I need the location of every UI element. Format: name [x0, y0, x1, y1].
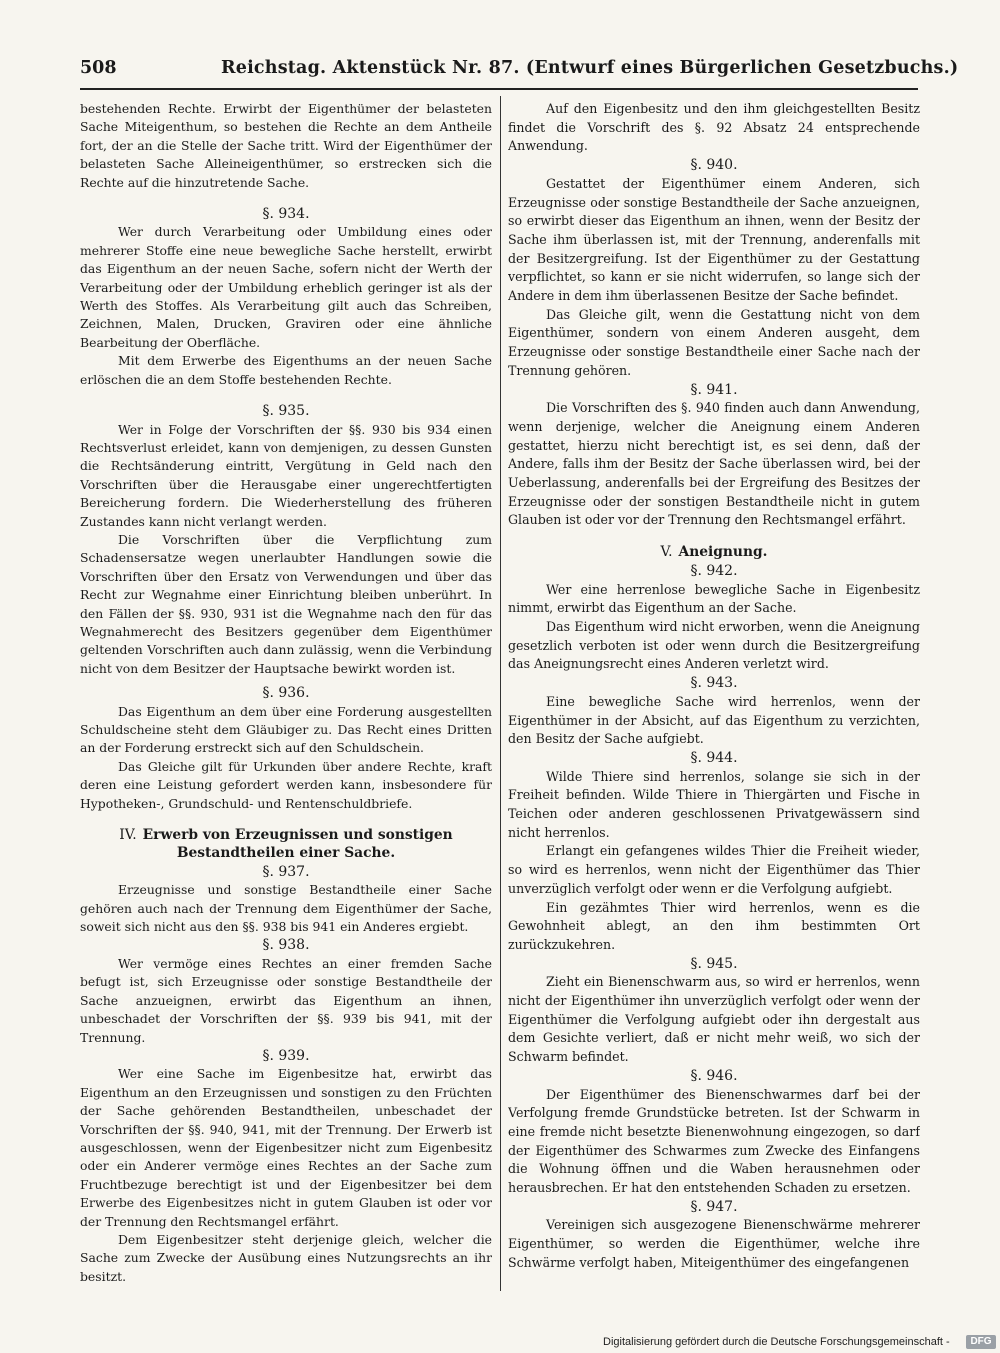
digitization-note: Digitalisierung gefördert durch die Deutsche Forschungsgemeinschaft -	[603, 1336, 950, 1348]
paragraph: Dem Eigenbesitzer steht derjenige gleich, welcher die Sache zum Zwecke der Ausübung eines Nutzungsrechts an ihr besitzt.	[80, 1231, 492, 1284]
paragraph: Das Eigenthum wird nicht erworben, wenn die Aneignung gesetzlich verboten ist oder wenn durch die Besitzergreifung das Aneignungsrecht eines Anderen verletzt wird.	[508, 618, 920, 672]
heading-text: Aneignung.	[678, 544, 768, 561]
paragraph: Ein gezähmtes Thier wird herrenlos, wenn es die Gewohnheit ablegt, an den ihm bestimmten Ort zurückzukehren.	[508, 899, 920, 952]
section-number: §. 934.	[262, 206, 310, 223]
paragraph: Zieht ein Bienenschwarm aus, so wird er herrenlos, wenn nicht der Eigenthümer ihn unverzüglich verfolgt oder wenn der Eigenthümer die Verfolgung aufgiebt oder ihn dergestalt aus dem Gesichte verliert, daß er nicht mehr weiß, wo sich der Schwarm befindet.	[508, 974, 920, 1065]
paragraph: Wer vermöge eines Rechtes an einer fremden Sache befugt ist, sich Erzeugnisse oder sonstige Bestandtheile der Sache anzueignen, erwirbt das Eigenthum an ihnen, unbeschadet der Vorschriften der §§. 939 bis 941, mit der Trennung.	[80, 955, 492, 1045]
section-number: §. 937.	[262, 863, 310, 880]
chapter-heading	[80, 826, 492, 863]
column-divider	[500, 96, 501, 1291]
section-number: §. 940.	[690, 157, 738, 174]
section-number: §. 947.	[690, 1198, 738, 1215]
heading-number: V.	[660, 544, 673, 561]
section-number: §. 945.	[690, 955, 738, 972]
left-column	[80, 100, 492, 1295]
paragraph: Wer in Folge der Vorschriften der §§. 930 bis 934 einen Rechtsverlust erleidet, kann von demjenigen, zu dessen Gunsten die Rechtsänderung eintritt, Vergütung in Geld nach den Vorschriften über die Herausgabe einer ungerechtfertigten Bereicherung fordern. Die Wiederherstellung des früheren Zustandes kann nicht verlangt werden.	[80, 421, 492, 529]
paragraph: Das Eigenthum an dem über eine Forderung ausgestellten Schuldscheine steht dem Gläubiger zu. Das Recht eines Dritten an der Forderung erstreckt sich auf den Schuldschein.	[80, 703, 492, 756]
paragraph: Auf den Eigenbesitz und den ihm gleichgestellten Besitz findet die Vorschrift des §. 92 Absatz 24 entsprechende Anwendung.	[508, 101, 920, 154]
paragraph: Wer eine Sache im Eigenbesitze hat, erwirbt das Eigenthum an den Erzeugnissen und sonstigen zu den Früchten der Sache gehörenden Bestandtheilen, unbeschadet der Vorschriften der §§. 940, 941, mit der Trennung. Der Erwerb ist ausgeschlossen, wenn der Eigenbesitzer nicht zum Eigenbesitz oder ein Anderer vermöge eines Rechtes an der Sache zum Fruchtbezuge berechtigt ist und der Eigenbesitzer bei dem Erwerbe des Eigenbesitzes nicht in gutem Glauben ist oder vor der Trennung den Rechtsmangel erfährt.	[80, 1066, 492, 1229]
paragraph: Das Gleiche gilt, wenn die Gestattung nicht von dem Eigenthümer, sondern von einem Anderen ausgeht, dem Erzeugnisse oder sonstige Bestandtheile einer Sache nach der Trennung gehören.	[508, 306, 920, 378]
paragraph: Wer eine herrenlose bewegliche Sache in Eigenbesitz nimmt, erwirbt das Eigenthum an der Sache.	[508, 581, 920, 616]
heading-text: Erwerb von Erzeugnissen und sonstigen Bestandtheilen einer Sache.	[142, 827, 453, 862]
section-number: §. 938.	[262, 937, 310, 954]
paragraph: Gestattet der Eigenthümer einem Anderen, sich Erzeugnisse oder sonstige Bestandtheile der Sache anzueignen, so erwirbt dieser das Eigenthum an ihnen, wenn der Besitz der Sache ihm überlassen ist, mit der Trennung, anderenfalls mit der Besitzergreifung. Ist der Eigenthümer zu der Gestattung verpflichtet, so kann er sie nicht widerrufen, so lange sich der Andere in dem ihm überlassenen Besitze der Sache befindet.	[508, 175, 920, 304]
running-title: Reichstag. Aktenstück Nr. 87. (Entwurf eines Bürgerlichen Gesetzbuchs.)	[221, 58, 959, 78]
heading-number: IV.	[119, 827, 137, 844]
right-column	[508, 100, 920, 1295]
paragraph: Wilde Thiere sind herrenlos, solange sie sich in der Freiheit befinden. Wilde Thiere in Thiergärten und Fische in Teichen oder anderen geschlossenen Privatgewässern sind nicht herrenlos.	[508, 768, 920, 840]
section-number: §. 941.	[690, 381, 738, 398]
paragraph: Das Gleiche gilt für Urkunden über andere Rechte, kraft deren eine Leistung gefordert werden kann, insbesondere für Hypotheken-, Grundschuld- und Rentenschuldbriefe.	[80, 758, 492, 811]
section-number: §. 946.	[690, 1067, 738, 1084]
chapter-heading	[508, 543, 920, 562]
paragraph: Wer durch Verarbeitung oder Umbildung eines oder mehrerer Stoffe eine neue bewegliche Sache herstellt, erwirbt das Eigenthum an der neuen Sache, sofern nicht der Werth der Verarbeitung oder der Umbildung erheblich geringer ist als der Werth des Stoffes. Als Verarbeitung gilt auch das Schreiben, Zeichnen, Malen, Drucken, Graviren oder eine ähnliche Bearbeitung der Oberfläche.	[80, 224, 492, 350]
section-number: §. 942.	[690, 562, 738, 579]
paragraph: Erzeugnisse und sonstige Bestandtheile einer Sache gehören auch nach der Trennung dem Eigenthümer der Sache, soweit sich nicht aus den §§. 938 bis 941 ein Anderes ergiebt.	[80, 882, 492, 935]
paragraph: Die Vorschriften über die Verpflichtung zum Schadensersatze wegen unerlaubter Handlungen sowie die Vorschriften über den Ersatz von Verwendungen und über das Recht zur Wegnahme einer Einrichtung bleiben unberührt. In den Fällen der §§. 930, 931 ist die Wegnahme nach den für das Wegnahmerecht des Besitzers gegenüber dem Eigenthümer geltenden Vorschriften auch dann zulässig, wenn die Verbindung nicht von dem Besitzer der Hauptsache bewirkt worden ist.	[80, 531, 492, 676]
section-number: §. 935.	[262, 403, 310, 420]
section-number: §. 944.	[690, 749, 738, 766]
paragraph: Die Vorschriften des §. 940 finden auch dann Anwendung, wenn derjenige, welcher die Aneignung einem Anderen gestattet, hierzu nicht berechtigt ist, es sei denn, daß der Andere, falls ihm der Besitz der Sache überlassen wird, bei der Ueberlassung, anderenfalls bei der Ergreifung des Besitzes der Erzeugnisse oder der sonstigen Bestandtheile nicht in gutem Glauben ist oder vor der Trennung den Rechtsmangel erfährt.	[508, 400, 920, 528]
section-number: §. 943.	[690, 675, 738, 692]
page-header	[80, 58, 959, 88]
paragraph: Erlangt ein gefangenes wildes Thier die Freiheit wieder, so wird es herrenlos, wenn nicht der Eigenthümer das Thier unverzüglich verfolgt oder wenn er die Verfolgung aufgiebt.	[508, 843, 920, 896]
dfg-logo: DFG	[966, 1335, 996, 1349]
paragraph: Vereinigen sich ausgezogene Bienenschwärme mehrerer Eigenthümer, so werden die Eigenthümer, welche ihre Schwärme verfolgt haben, Miteigenthümer des eingefangenen	[508, 1217, 920, 1270]
paragraph: Eine bewegliche Sache wird herrenlos, wenn der Eigenthümer in der Absicht, auf das Eigenthum zu verzichten, den Besitz der Sache aufgiebt.	[508, 693, 920, 747]
paragraph: bestehenden Rechte. Erwirbt der Eigenthümer der belasteten Sache Miteigenthum, so bestehen die Rechte an dem Antheile fort, der an die Stelle der Sache tritt. Wird der Eigenthümer der belasteten Sache Alleineigenthümer, so erstrecken sich die Rechte auf die hinzutretende Sache.	[80, 101, 492, 190]
section-number: §. 939.	[262, 1047, 310, 1064]
page-number: 508	[80, 58, 117, 78]
paragraph: Der Eigenthümer des Bienenschwarmes darf bei der Verfolgung fremde Grundstücke betreten. Ist der Schwarm in eine fremde nicht besetzte Bienenwohnung eingezogen, so darf der Eigenthümer des Schwarmes zum Zwecke des Einfangens die Wohnung öffnen und die Waben herausnehmen oder herausbrechen. Er hat den entstehenden Schaden zu ersetzen.	[508, 1086, 920, 1196]
paragraph: Mit dem Erwerbe des Eigenthums an der neuen Sache erlöschen die an dem Stoffe bestehenden Rechte.	[80, 353, 492, 387]
section-number: §. 936.	[262, 685, 310, 702]
header-rule	[80, 88, 918, 90]
